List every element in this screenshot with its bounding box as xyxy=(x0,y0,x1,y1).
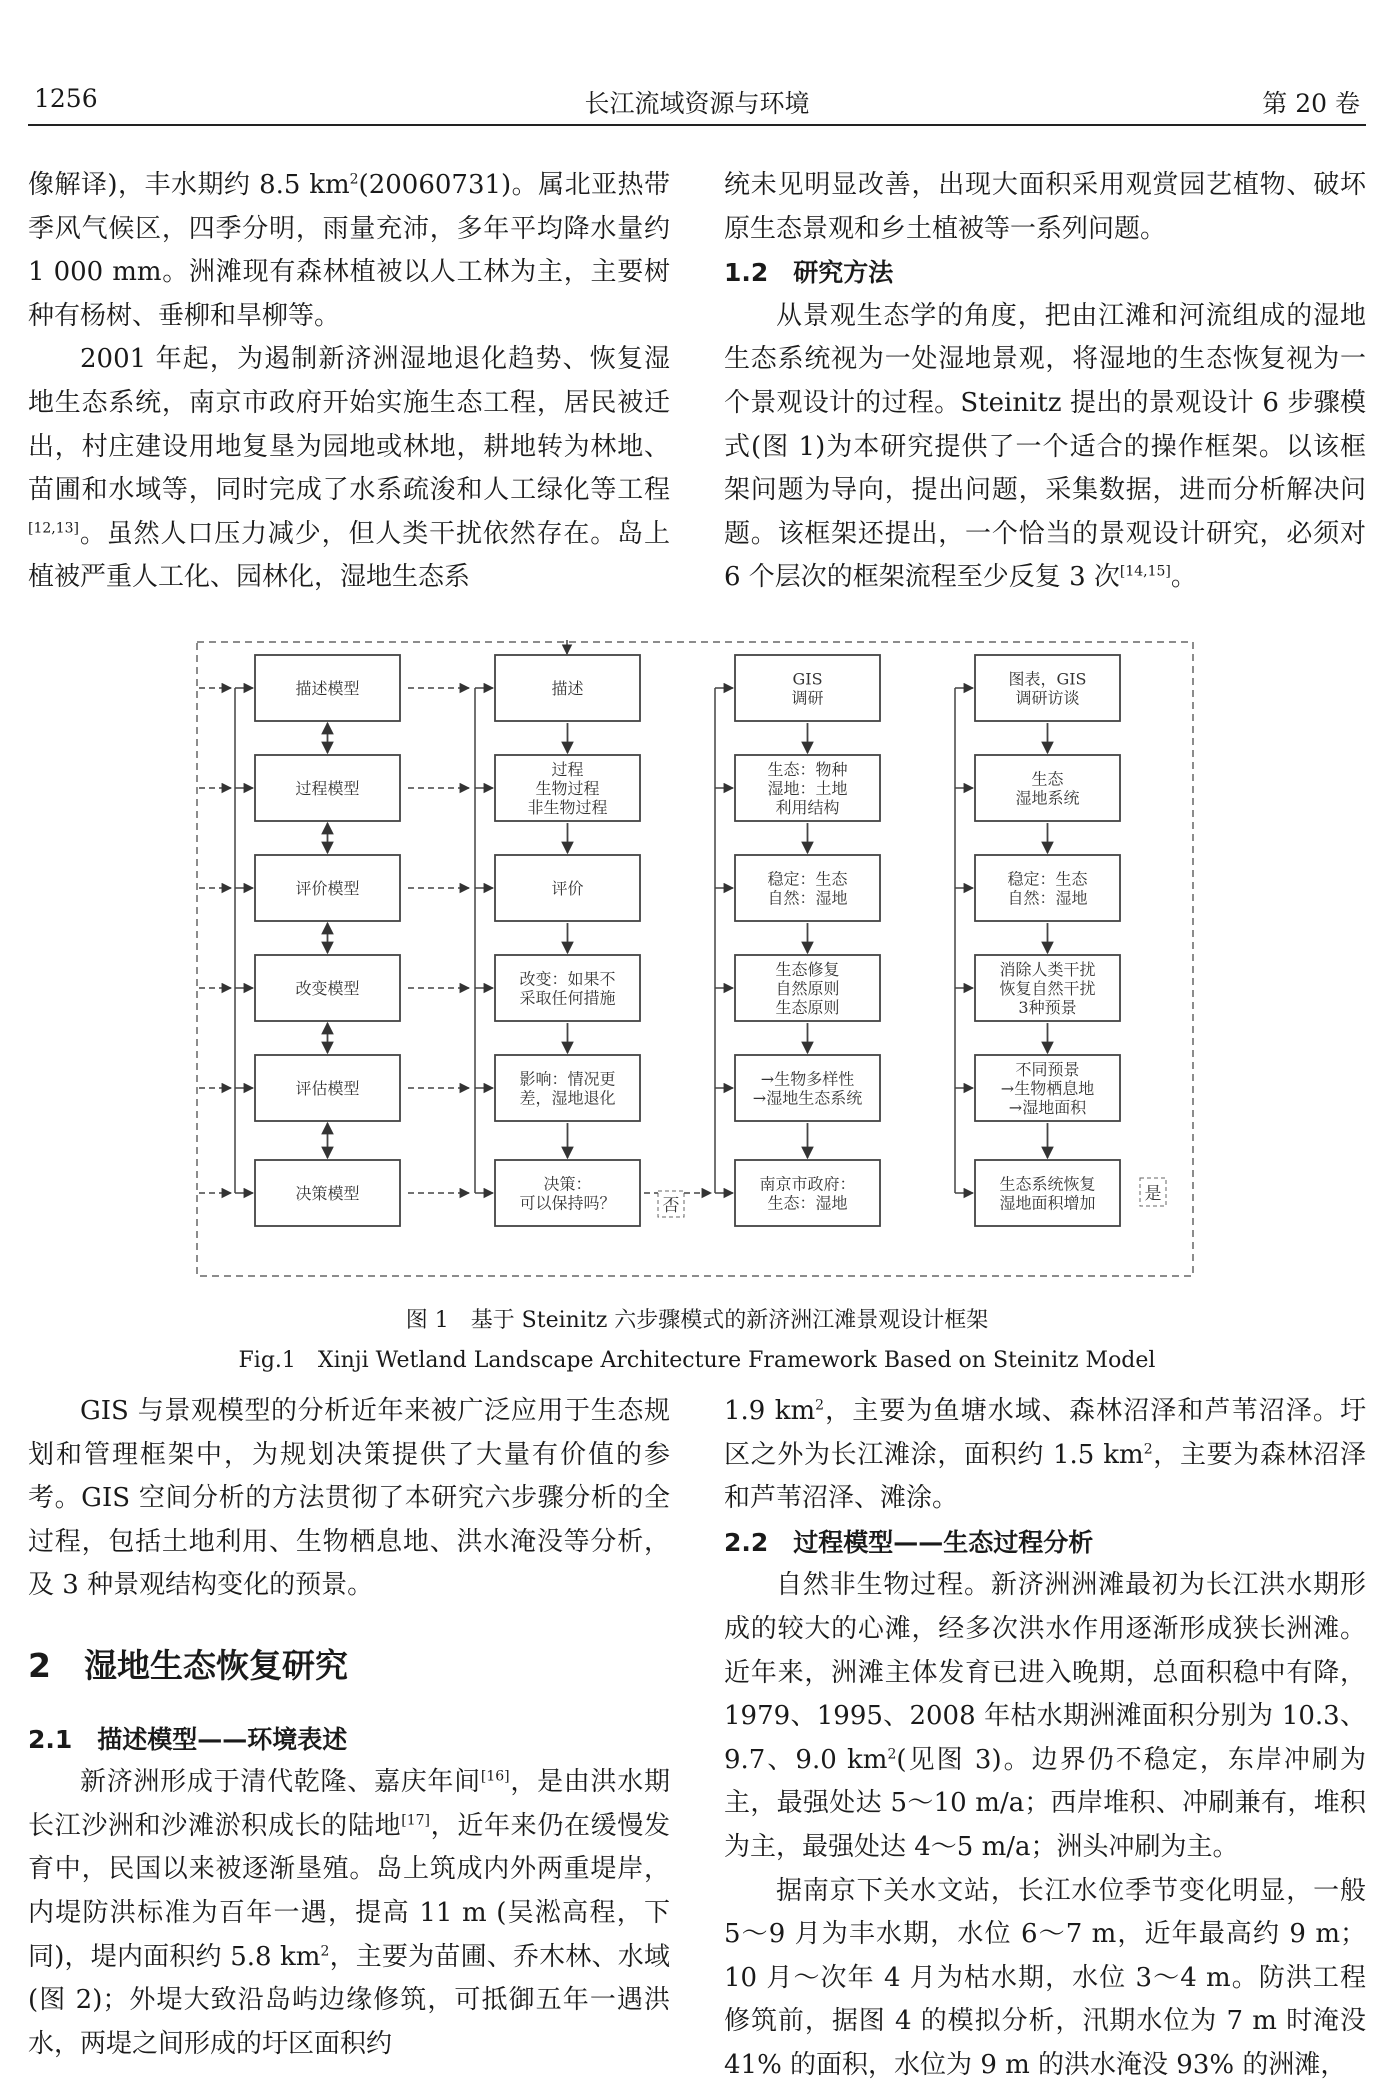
box-label: 生物过程 xyxy=(535,779,600,798)
box-label: 南京市政府： xyxy=(759,1174,856,1194)
box-label: 湿地系统 xyxy=(1015,788,1080,808)
volume-label: 第 20 卷 xyxy=(1262,89,1360,118)
box-label: 过程 xyxy=(551,760,584,779)
box-label: 图表，GIS xyxy=(1008,669,1087,689)
box-label: 非生物过程 xyxy=(527,798,608,817)
yes-label: 是 xyxy=(1144,1184,1162,1204)
page-number: 1256 xyxy=(34,84,98,113)
box-label: 不同预景 xyxy=(1015,1060,1080,1079)
journal-title: 长江流域资源与环境 xyxy=(584,89,810,118)
box-label: 改变：如果不 xyxy=(519,969,616,989)
box-label: 评估模型 xyxy=(295,1079,360,1098)
figure-caption-cn: 图 1 基于 Steinitz 六步骤模式的新济洲江滩景观设计框架 xyxy=(405,1308,989,1333)
top-left-column xyxy=(28,164,670,600)
top-right-column xyxy=(724,164,1366,600)
framework-flowchart xyxy=(195,640,1195,1280)
box-label: →生物多样性 xyxy=(760,1069,855,1089)
no-label: 否 xyxy=(662,1196,680,1216)
box-label: 可以保持吗？ xyxy=(519,1193,616,1213)
box-label: 调研 xyxy=(791,688,824,708)
paragraph: 从景观生态学的角度，把由江滩和河流组成的湿地生态系统视为一处湿地景观，将湿地的生态恢复视为一个景观设计的过程。Steinitz 提出的景观设计 6 步骤模式(图 1)为本研究提供了一个适合的操作框架。以该框架问题为导向，提出问题，采集数据，进而分析解决问题。该框架还提出，一个恰当的景观设计研究，必须对 6 个层次的框架流程至少反复 3 次[14,15]。 xyxy=(724,300,1366,593)
box-label: 湿地：土地 xyxy=(767,779,848,798)
box-label: 生态：物种 xyxy=(767,760,848,779)
box-label: →湿地生态系统 xyxy=(752,1088,863,1108)
paragraph: 像解译)，丰水期约 8.5 $km^2(20060731)$。属北亚热带季风气候区，四季分明，雨量充沛，多年平均降水量约 1 000 mm。洲滩现有森林植被以人工林为主，主要树种有杨树、垂柳和旱柳等。 xyxy=(28,170,670,331)
box-label: 自然：湿地 xyxy=(1007,888,1088,908)
subsection-heading-2-1: 2.1 描述模型——环境表述 xyxy=(28,1724,348,1754)
paragraph: 自然非生物过程。新济洲洲滩最初为长江洪水期形成的较大的心滩，经多次洪水作用逐渐形成狭长洲滩。近年来，洲滩主体发育已进入晚期，总面积稳中有降，1979、1995、2008 年枯水期洲滩面积分别为 10.3、9.7、9.0 $km^2$(见图 3)。边界仍不稳定，东岸冲刷为主，最强处达 5～10 m/a；西岸堆积、冲刷兼有，堆积为主，最强处达 4～5 m/a；洲头冲刷为主。 xyxy=(724,1570,1366,1862)
box-label: 过程模型 xyxy=(295,779,360,798)
paragraph: 1.9 $km^2$，主要为鱼塘水域、森林沼泽和芦苇沼泽。圩区之外为长江滩涂，面积约 1.5 $km^2$，主要为森林沼泽和芦苇沼泽、滩涂。 xyxy=(724,1396,1366,1514)
box-label: 稳定：生态 xyxy=(1007,869,1088,889)
box-label: 影响：情况更 xyxy=(519,1069,616,1089)
box-label: 生态 xyxy=(1031,769,1064,789)
bottom-left-column xyxy=(28,1390,670,2066)
box-label: 自然原则 xyxy=(775,979,840,998)
box-label: →湿地面积 xyxy=(1008,1098,1087,1117)
paragraph: 2001 年起，为遏制新济洲湿地退化趋势、恢复湿地生态系统，南京市政府开始实施生态工程，居民被迁出，村庄建设用地复垦为园地或林地，耕地转为林地、苗圃和水域等，同时完成了水系疏浚和人工绿化等工程[12,13]。虽然人口压力减少，但人类干扰依然存在。岛上植被严重人工化、园林化，湿地生态系 xyxy=(28,344,670,593)
box-label: 生态修复 xyxy=(775,960,840,979)
figure-caption-en: Fig.1 Xinji Wetland Landscape Architecture Framework Based on Steinitz Model xyxy=(238,1348,1156,1373)
section-heading-2: 2 湿地生态恢复研究 xyxy=(28,1645,348,1685)
box-label: 生态：湿地 xyxy=(767,1193,848,1213)
box-label: 描述 xyxy=(551,679,584,698)
box-label: 调研访谈 xyxy=(1015,688,1080,708)
subsection-heading-2-2: 2.2 过程模型——生态过程分析 xyxy=(724,1527,1094,1557)
paragraph: 新济洲形成于清代乾隆、嘉庆年间[16]，是由洪水期长江沙洲和沙滩淤积成长的陆地[17]，近年来仍在缓慢发育中，民国以来被逐渐垦殖。岛上筑成内外两重堤岸，内堤防洪标准为百年一遇，提高 11 m (吴淞高程，下同)，堤内面积约 5.8 $km^2$，主要为苗圃、乔木林、水域(图 2)；外堤大致沿岛屿边缘修筑，可抵御五年一遇洪水，两堤之间形成的圩区面积约 xyxy=(28,1767,670,2059)
box-label: 评价模型 xyxy=(295,879,360,898)
box-label: 消除人类干扰 xyxy=(999,960,1096,979)
box-label: 稳定：生态 xyxy=(767,869,848,889)
subsection-heading-1-2: 1.2 研究方法 xyxy=(724,258,894,288)
box-label: 描述模型 xyxy=(295,679,360,698)
box-label: GIS xyxy=(792,669,823,689)
paragraph: GIS 与景观模型的分析近年来被广泛应用于生态规划和管理框架中，为规划决策提供了大量有价值的参考。GIS 空间分析的方法贯彻了本研究六步骤分析的全过程，包括土地利用、生物栖息地、洪水淹没等分析，及 3 种景观结构变化的预景。 xyxy=(28,1396,670,1601)
box-label: 决策模型 xyxy=(295,1184,360,1203)
box-label: 差，湿地退化 xyxy=(519,1088,616,1108)
box-label: 采取任何措施 xyxy=(519,988,616,1008)
box-label: 利用结构 xyxy=(775,798,840,817)
running-header xyxy=(28,80,1366,126)
box-label: 湿地面积增加 xyxy=(999,1193,1096,1213)
bottom-right-column xyxy=(724,1390,1366,2088)
box-label: 评价 xyxy=(551,879,584,898)
box-label: 决策： xyxy=(543,1174,592,1194)
box-label: 自然：湿地 xyxy=(767,888,848,908)
box-label: 生态系统恢复 xyxy=(999,1174,1096,1194)
box-label: →生物栖息地 xyxy=(1000,1079,1095,1098)
box-label: 改变模型 xyxy=(295,979,360,998)
box-label: 生态原则 xyxy=(775,998,840,1017)
paragraph: 统未见明显改善，出现大面积采用观赏园艺植物、破坏原生态景观和乡土植被等一系列问题。 xyxy=(724,170,1366,244)
box-label: 3种预景 xyxy=(1018,998,1077,1017)
paragraph: 据南京下关水文站，长江水位季节变化明显，一般 5～9 月为丰水期，水位 6～7 m，近年最高约 9 m；10 月～次年 4 月为枯水期，水位 3～4 m。防洪工程修筑前，据图 4 的模拟分析，汛期水位为 7 m 时淹没 41% 的面积，水位为 9 m 的洪水淹没 93% 的洲滩， xyxy=(724,1875,1366,2080)
box-label: 恢复自然干扰 xyxy=(999,979,1096,998)
